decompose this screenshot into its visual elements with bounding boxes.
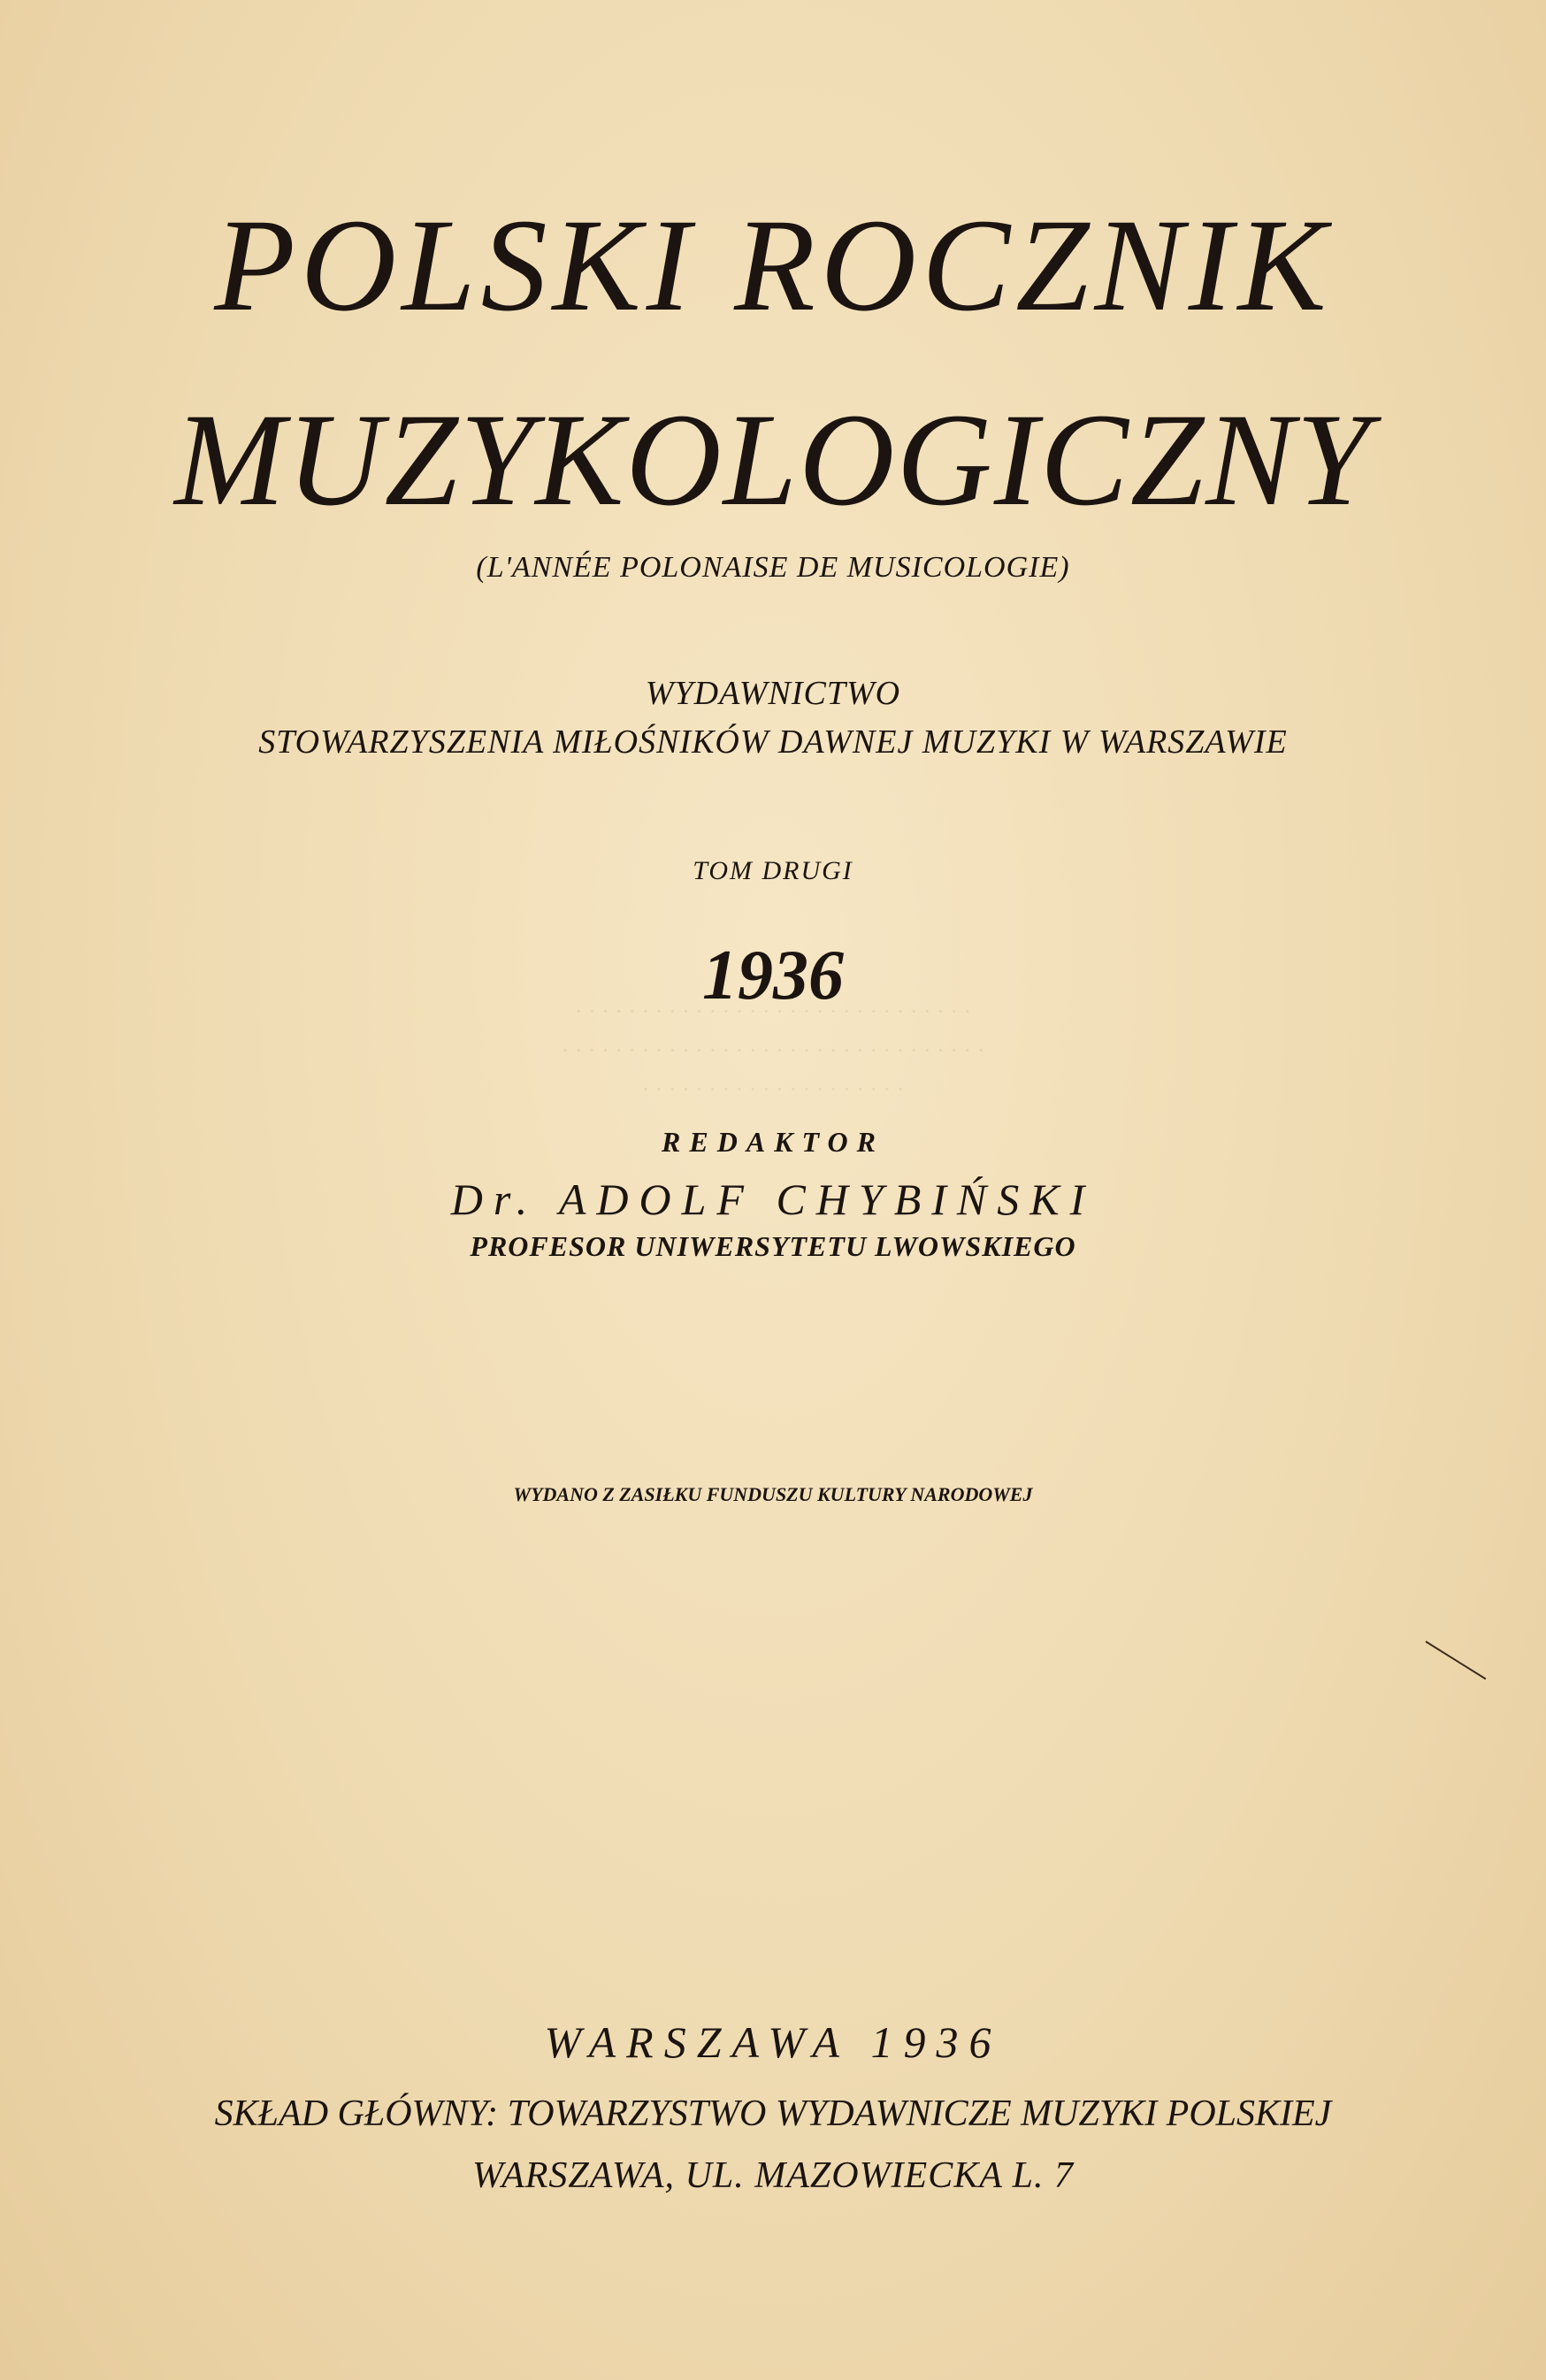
- publisher-line-1: WYDAWNICTWO: [645, 675, 901, 712]
- journal-title-line-2: MUZYKOLOGICZNY: [174, 386, 1372, 533]
- show-through-text: · · · · · · · · · · · · · · · · · · · · · · · · · · · · · ·: [574, 999, 972, 1024]
- show-through-text: · · · · · · · · · · · · · · · · · · · ·: [641, 1076, 905, 1102]
- publication-year: 1936: [702, 937, 844, 1014]
- editor-title: PROFESOR UNIWERSYTETU LWOWSKIEGO: [470, 1230, 1076, 1262]
- journal-title-line-1: POLSKI ROCZNIK: [214, 192, 1332, 339]
- imprint-distributor: SKŁAD GŁÓWNY: TOWARZYSTWO WYDAWNICZE MUZYKI POLSKIEJ: [214, 2093, 1332, 2134]
- publisher-line-2: STOWARZYSZENIA MIŁOŚNIKÓW DAWNEJ MUZYKI W WARSZAWIE: [258, 723, 1288, 761]
- editor-label: REDAKTOR: [662, 1126, 884, 1158]
- imprint-address: WARSZAWA, UL. MAZOWIECKA L. 7: [472, 2155, 1074, 2196]
- volume-label: TOM DRUGI: [693, 856, 853, 885]
- pencil-mark: [1425, 1641, 1486, 1680]
- show-through-text: · · · · · · · · · · · · · · · · · · · · · · · · · · · · · · · ·: [561, 1037, 985, 1063]
- editor-name: Dr. ADOLF CHYBIŃSKI: [450, 1175, 1096, 1224]
- imprint-place-year: WARSZAWA 1936: [544, 2017, 1002, 2067]
- funding-note: WYDANO Z ZASIŁKU FUNDUSZU KULTURY NARODOWEJ: [513, 1483, 1033, 1505]
- french-subtitle: (L'ANNÉE POLONAISE DE MUSICOLOGIE): [476, 551, 1070, 584]
